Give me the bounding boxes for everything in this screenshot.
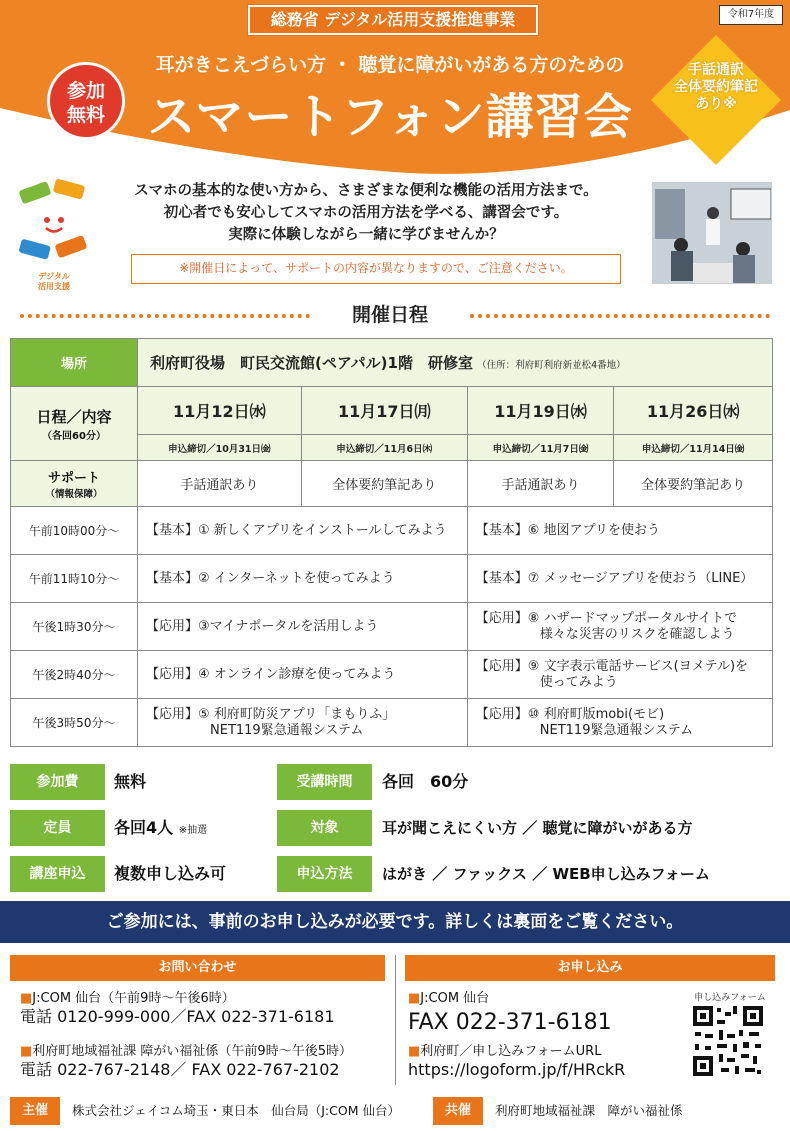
digital-support-logo <box>14 178 94 291</box>
fee-value: 無料 <box>114 772 147 791</box>
class-right-line2: NET119緊急通報システム <box>539 722 694 738</box>
class-right: 【応用】⑩ 利府町版mobi(モビ) <box>475 706 665 722</box>
square-bullet-icon: ■ <box>408 991 421 1006</box>
class-left: 【応用】④ オンライン診療を使ってみよう <box>138 651 468 699</box>
support-badge <box>656 40 776 160</box>
class-left-line2: NET119緊急通報システム <box>210 722 364 738</box>
capacity-label: 定員 <box>10 810 105 846</box>
date-row <box>11 387 773 435</box>
apply-label: 講座申込 <box>10 856 105 892</box>
slot-row <box>11 507 773 555</box>
apply-fax: FAX 022-371-6181 <box>408 1010 612 1035</box>
support-badge-line2: 全体要約筆記 <box>674 79 758 95</box>
intro-text <box>96 180 636 246</box>
duration-value: 各回 60分 <box>382 772 469 791</box>
slot-row <box>11 603 773 651</box>
capacity-note: ※抽選 <box>178 825 208 836</box>
support-3: 手話通訳あり <box>467 461 613 507</box>
cohost-value: 利府町地域福祉課 障がい福祉係 <box>495 1103 683 1118</box>
ministry-label: 総務省 デジタル活用支援推進事業 <box>248 5 538 35</box>
slot-row <box>11 699 773 747</box>
support-sub: （情報保障） <box>45 489 103 500</box>
square-bullet-icon: ■ <box>20 1044 33 1059</box>
support-2: 全体要約筆記あり <box>301 461 467 507</box>
form-url[interactable]: https://logoform.jp/f/HRckR <box>408 1060 626 1079</box>
class-left: 【基本】② インターネットを使ってみよう <box>138 555 468 603</box>
venue-address: （住所：利府町利府新並松4番地） <box>477 360 626 371</box>
support-label: サポート <box>47 471 100 486</box>
support-1: 手話通訳あり <box>138 461 302 507</box>
duration-label: 受講時間 <box>277 764 372 800</box>
method-value: はがき ／ ファックス ／ WEB申し込みフォーム <box>382 865 710 883</box>
class-left: 【基本】① 新しくアプリをインストールしてみよう <box>138 507 468 555</box>
capacity-value: 各回4人 <box>114 818 174 837</box>
date-4: 11月26日㈬ <box>614 387 773 435</box>
slot-time: 午後1時30分～ <box>11 603 138 651</box>
apply-value: 複数申し込み可 <box>114 864 227 883</box>
slot-time: 午後2時40分～ <box>11 651 138 699</box>
schedule-table <box>10 338 773 747</box>
support-4: 全体要約筆記あり <box>614 461 773 507</box>
deadline-1: 申込締切／10月31日㈮ <box>138 435 302 461</box>
inquiry-org1: J:COM 仙台（午前9時～午後6時） <box>32 991 235 1006</box>
page-subtitle: 耳がきこえづらい方 ・ 聴覚に障がいがある方のための <box>155 54 625 76</box>
inquiry-heading: お問い合わせ <box>10 955 385 981</box>
inquiry-org2-tel: 電話 022-767-2148／ FAX 022-767-2102 <box>20 1060 340 1079</box>
free-badge <box>47 62 125 140</box>
class-right: 【応用】⑧ ハザードマップポータルサイトで <box>475 610 738 626</box>
slot-time: 午後3時50分～ <box>11 699 138 747</box>
date-3: 11月19日㈬ <box>467 387 613 435</box>
support-notice: ※開催日によって、サポートの内容が異なりますので、ご注意ください。 <box>131 254 621 284</box>
venue-row <box>11 339 773 387</box>
logo-text-line1: デジタル <box>38 272 70 281</box>
class-right: 【応用】⑨ 文字表示電話サービス(ヨメテル)を <box>475 658 749 674</box>
free-badge-line1: 参加 <box>66 80 105 102</box>
target-value: 耳が聞こえにくい方 ／ 聴覚に障がいがある方 <box>382 819 693 837</box>
form-url-label: 利府町／申し込みフォームURL <box>420 1044 602 1059</box>
apply-heading: お申し込み <box>405 955 775 981</box>
qr-code-icon[interactable] <box>691 1004 765 1078</box>
schedule-heading: 開催日程 <box>351 304 428 326</box>
fee-label: 参加費 <box>10 764 105 800</box>
date-label: 日程／内容 <box>36 407 112 426</box>
support-badge-line1: 手話通訳 <box>688 62 744 78</box>
inquiry-org2: 利府町地域福祉課 障がい福祉係（午前9時～午後5時） <box>32 1044 352 1059</box>
host-label: 主催 <box>10 1097 60 1125</box>
classroom-photo <box>652 182 772 284</box>
fiscal-year-label: 令和7年度 <box>719 5 783 25</box>
class-left: 【応用】⑤ 利府町防災アプリ「まもりふ」 <box>146 706 396 722</box>
target-label: 対象 <box>277 810 372 846</box>
date-sub: （各回60分） <box>42 430 106 442</box>
intro-line3: 実際に体験しながら一緒に学びませんか？ <box>228 227 504 243</box>
method-label: 申込方法 <box>277 856 372 892</box>
intro-line1: スマホの基本的な使い方から、さまざまな便利な機能の活用方法まで。 <box>134 183 598 199</box>
deadline-3: 申込締切／11月7日㈮ <box>467 435 613 461</box>
venue-label: 場所 <box>11 339 138 387</box>
contact-divider <box>395 955 396 1085</box>
intro-line2: 初心者でも安心してスマホの活用方法を学べる、講習会です。 <box>163 205 569 221</box>
date-1: 11月12日㈬ <box>138 387 302 435</box>
slot-row <box>11 651 773 699</box>
qr-label: 申し込みフォーム <box>694 993 766 1003</box>
free-badge-line2: 無料 <box>66 104 105 126</box>
classroom-photo-image <box>653 183 772 284</box>
deadline-4: 申込締切／11月14日㈮ <box>614 435 773 461</box>
deadline-2: 申込締切／11月6日㈭ <box>301 435 467 461</box>
venue-name: 利府町役場 町民交流館(ペアパル)1階 研修室 <box>150 354 473 372</box>
square-bullet-icon: ■ <box>408 1044 421 1059</box>
inquiry-org1-tel: 電話 0120-999-000／FAX 022-371-6181 <box>20 1007 335 1026</box>
support-badge-line3: あり※ <box>695 96 737 112</box>
apply-org: J:COM 仙台 <box>420 991 490 1006</box>
slot-time: 午前10時00分～ <box>11 507 138 555</box>
class-right-line2: 様々な災害のリスクを確認しよう <box>539 626 735 642</box>
host-value: 株式会社ジェイコム埼玉・東日本 仙台局（J:COM 仙台） <box>72 1103 400 1118</box>
registration-banner: ご参加には、事前のお申し込みが必要です。詳しくは裏面をご覧ください。 <box>0 901 790 943</box>
heading-dots-left <box>20 314 310 318</box>
slot-row <box>11 555 773 603</box>
header <box>0 0 790 175</box>
class-left: 【応用】③マイナポータルを活用しよう <box>138 603 468 651</box>
support-row <box>11 461 773 507</box>
cohost-label: 共催 <box>433 1097 483 1125</box>
class-right-line2: 使ってみよう <box>539 674 618 690</box>
hands-logo-icon <box>14 178 94 268</box>
slot-time: 午前11時10分～ <box>11 555 138 603</box>
date-2: 11月17日㈪ <box>301 387 467 435</box>
logo-text-line2: 活用支援 <box>38 282 70 291</box>
page-title: スマートフォン講習会 <box>147 89 633 145</box>
square-bullet-icon: ■ <box>20 991 33 1006</box>
heading-dots-right <box>470 314 770 318</box>
class-right: 【基本】⑦ メッセージアプリを使おう（LINE） <box>467 555 772 603</box>
class-right: 【基本】⑥ 地図アプリを使おう <box>467 507 772 555</box>
